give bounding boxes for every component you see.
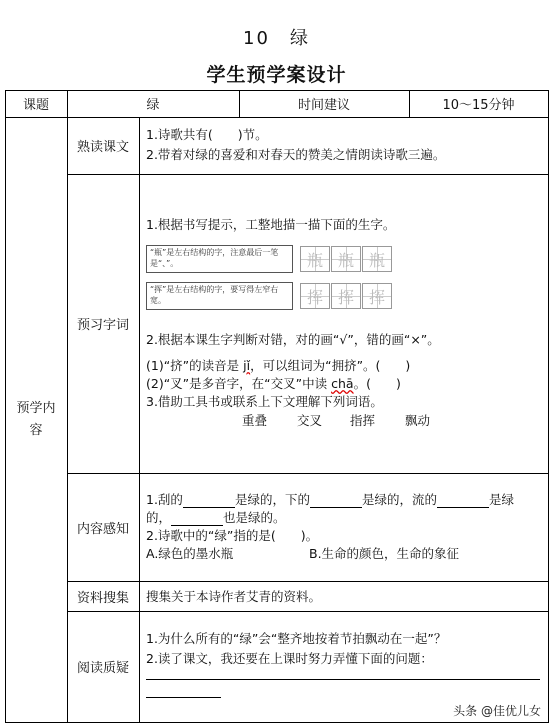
writing-tip-2: “挥”是左右结构的字，要写得左窄右宽。 <box>146 282 293 310</box>
chars-question-1: 1.根据书写提示，工整地描一描下面的生字。 <box>146 217 396 232</box>
answer-line[interactable] <box>146 679 540 680</box>
trace-box: 挥 <box>362 283 392 309</box>
option-b: B.生命的颜色，生命的象征 <box>309 546 460 561</box>
fill-blank[interactable] <box>437 507 489 508</box>
section-label-materials: 资料搜集 <box>76 590 129 606</box>
time-label: 时间建议 <box>297 98 350 113</box>
check-mark: √ <box>339 332 348 347</box>
fill-blank[interactable] <box>310 507 362 508</box>
section-label-reading: 熟读课文 <box>76 140 129 155</box>
section-label-questions: 阅读质疑 <box>76 661 129 676</box>
pinyin-ji: jǐ <box>243 358 251 373</box>
question-line-2: 2.读了课文，我还要在上课时努力弄懂下面的问题： <box>146 651 433 666</box>
preview-content-label: 预学内容 <box>16 400 56 438</box>
trace-box: 瓶 <box>362 246 392 272</box>
watermark: 头条 @佳优儿女 <box>453 704 541 718</box>
content-line-3: 2.诗歌中的“绿”指的是( )。 <box>146 528 319 543</box>
vocab-word: 飘动 <box>405 413 431 428</box>
trace-box: 瓶 <box>331 246 361 272</box>
writing-tip-1: “瓶”是左右结构的字，注意最后一笔是“、”。 <box>146 245 293 273</box>
chars-question-2: 2.根据本课生字判断对错，对的画“√”，错的画“×”。 <box>146 332 440 347</box>
worksheet-subtitle: 学生预学案设计 <box>206 64 347 86</box>
section-label-content: 内容感知 <box>76 521 129 537</box>
content-line-2: 的， 也是绿的。 <box>146 510 286 525</box>
pinyin-cha: chā <box>331 376 354 391</box>
time-value: 10～15分钟 <box>442 98 515 113</box>
topic-label: 课题 <box>22 98 49 113</box>
fill-blank[interactable] <box>183 507 235 508</box>
trace-box: 挥 <box>331 283 361 309</box>
topic-value: 绿 <box>146 98 160 113</box>
chars-item-1: (1)“挤”的读音是 jǐ，可以组词为“拥挤”。( ) <box>146 358 411 373</box>
reading-line-2: 2.带着对绿的喜爱和对春天的赞美之情朗读诗歌三遍。 <box>146 147 446 162</box>
fill-blank[interactable] <box>171 525 223 526</box>
lesson-title: 10 绿 <box>243 28 310 49</box>
reading-line-1: 1.诗歌共有( )节。 <box>146 127 268 142</box>
trace-box: 瓶 <box>300 246 330 272</box>
materials-text: 搜集关于本诗作者艾青的资料。 <box>146 589 322 604</box>
section-label-characters: 预习字词 <box>76 318 129 333</box>
chars-question-3: 3.借助工具书或联系上下文理解下列词语。 <box>146 394 383 409</box>
chars-item-2: (2)“叉”是多音字，在“交叉”中读 chā。( ) <box>146 376 401 391</box>
vocab-word: 交叉 <box>297 413 323 428</box>
answer-line[interactable] <box>146 697 221 698</box>
content-line-1: 1.刮的 是绿的，下的 是绿的，流的 是绿 <box>146 492 514 507</box>
option-a: A.绿色的墨水瓶 <box>146 546 234 561</box>
trace-box: 挥 <box>300 283 330 309</box>
vocab-word: 重叠 <box>242 413 268 428</box>
question-line-1: 1.为什么所有的“绿”会“整齐地按着节拍飘动在一起”？ <box>146 631 447 646</box>
vocab-word: 指挥 <box>350 413 376 428</box>
